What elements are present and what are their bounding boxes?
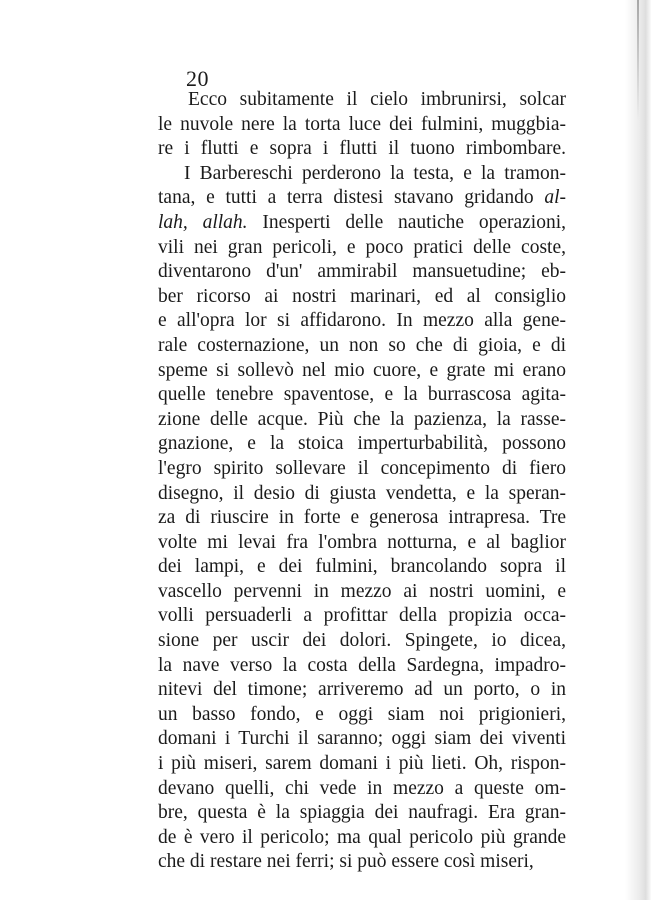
italic-word: lah, allah. bbox=[158, 211, 248, 233]
text-line: e all'opra lor si affidarono. In mezzo alla gene- bbox=[158, 310, 566, 332]
text-line: che di restare nei ferri; si può essere così miseri, bbox=[158, 851, 534, 873]
text-line: gnazione, e la stoica imperturbabilità, possono bbox=[158, 433, 566, 455]
text-line: de è vero il pericolo; ma qual pericolo più grande bbox=[158, 826, 566, 848]
text-line: domani i Turchi il saranno; oggi siam dei viventi bbox=[158, 728, 566, 750]
text-line: rale costernazione, un non so che di gioia, e di bbox=[158, 334, 566, 356]
text-line: i più miseri, sarem domani i più lieti. Oh, rispon- bbox=[158, 753, 566, 775]
text-line: Ecco subitamente il cielo imbrunirsi, solcar bbox=[188, 89, 566, 110]
text-line: tana, e tutti a terra distesi stavano gridando al- bbox=[158, 187, 566, 209]
text-line: za di riuscire in forte e generosa intrapresa. Tre bbox=[158, 507, 566, 529]
text-line: un basso fondo, e oggi siam noi prigionieri, bbox=[158, 703, 566, 725]
text-line: lah, allah. Inesperti delle nautiche operazioni, bbox=[158, 211, 566, 233]
text-line: volli persuaderli a profittar della propizia occa- bbox=[158, 605, 566, 627]
text-line: disegno, il desio di giusta vendetta, e la speran- bbox=[158, 482, 566, 504]
text-line: bre, questa è la spiaggia dei naufragi. Era gran- bbox=[158, 802, 566, 824]
page-edge-shadow bbox=[625, 0, 651, 900]
body-text bbox=[158, 88, 566, 875]
text-line: volte mi levai fra l'ombra notturna, e al baglior bbox=[158, 531, 566, 553]
text-line: speme si sollevò nel mio cuore, e grate mi erano bbox=[158, 359, 566, 381]
text-line: zione delle acque. Più che la pazienza, la rasse- bbox=[158, 408, 566, 430]
text-line: devano quelli, chi vede in mezzo a queste om- bbox=[158, 777, 566, 799]
text-line: dei lampi, e dei fulmini, brancolando sopra il bbox=[158, 556, 566, 578]
italic-word: al- bbox=[544, 187, 566, 209]
text-line: vascello pervenni in mezzo ai nostri uomini, e bbox=[158, 580, 566, 602]
page-edge-mark bbox=[637, 0, 639, 120]
page-number: 20 bbox=[186, 66, 209, 91]
text-line: vili nei gran pericoli, e poco pratici delle coste, bbox=[158, 236, 566, 258]
text-line: l'egro spirito sollevare il concepimento di fiero bbox=[158, 457, 566, 479]
text-line: re i flutti e sopra i flutti il tuono rimbombare. bbox=[158, 138, 566, 160]
text-line: quelle tenebre spaventose, e la burrascosa agita- bbox=[158, 384, 566, 406]
text-line: le nuvole nere la torta luce dei fulmini, muggbia- bbox=[158, 113, 566, 135]
text-line: I Barbereschi perderono la testa, e la tramon- bbox=[184, 162, 566, 184]
text-line: sione per uscir dei dolori. Spingete, io dicea, bbox=[158, 630, 566, 652]
text-line: diventarono d'un' ammirabil mansuetudine; eb- bbox=[158, 261, 566, 283]
text-line: nitevi del timone; arriveremo ad un porto, o in bbox=[158, 679, 566, 701]
text-line: la nave verso la costa della Sardegna, impadro- bbox=[158, 654, 566, 676]
text-line: ber ricorso ai nostri marinari, ed al consiglio bbox=[158, 285, 566, 307]
